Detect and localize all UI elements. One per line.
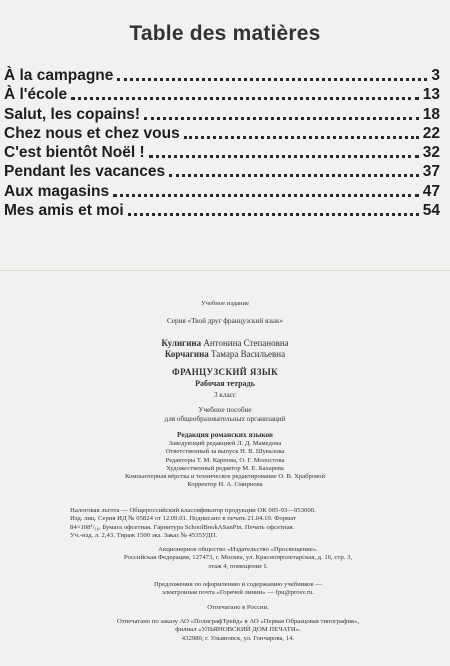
printer-line: филиал «УЛЬЯНОВСКИЙ ДОМ ПЕЧАТИ». xyxy=(175,626,301,634)
feedback-info xyxy=(70,581,406,598)
toc-leader-dots xyxy=(149,154,419,158)
grade: 3 класс xyxy=(213,391,237,399)
publisher-info xyxy=(70,546,406,571)
toc-entry xyxy=(4,162,440,181)
printed-in: Отпечатано в России. xyxy=(207,604,269,611)
printer-line: 432980, г. Ульяновск, ул. Гончарова, 14. xyxy=(181,634,295,642)
toc-entry-page: 3 xyxy=(431,67,440,84)
toc-entry xyxy=(4,66,440,85)
author-2-surname: Корчагина xyxy=(164,349,209,359)
publisher-line: Акционерное общество «Издательство «Просвещение». xyxy=(158,546,318,553)
toc-entry-page: 47 xyxy=(422,182,440,200)
toc-entry-page: 54 xyxy=(422,202,440,220)
toc-entry-label: Mes amis et moi xyxy=(4,202,124,220)
publisher-line: Российская Федерация, 127473, г. Москва, ул. Краснопролетарская, д. 16, стр. 3, xyxy=(123,554,353,562)
feedback-line: Предложения по оформлению и содержанию учебников — xyxy=(153,581,323,588)
author-1-name: Антонина Степановна xyxy=(203,338,289,348)
author-2 xyxy=(0,349,450,360)
section-divider xyxy=(0,270,450,271)
publisher-line: этаж 4, помещение I. xyxy=(208,562,268,570)
toc-leader-dots xyxy=(113,193,419,197)
toc-leader-dots xyxy=(117,77,427,81)
printer-info xyxy=(70,618,406,643)
technical-line: Налоговая льгота — Общероссийский классификатор продукции ОК 005-93—953000. xyxy=(70,507,316,514)
editorial-office: Редакция романских языков xyxy=(177,430,273,439)
page-title: Table des matières xyxy=(129,22,321,45)
author-1-surname: Кулигина xyxy=(161,338,202,348)
printer-line: Отпечатано по заказу АО «ПолиграфТрейд» в АО «Первая Образцовая типография», xyxy=(116,618,360,625)
purpose-line-2: для общеобразовательных организаций xyxy=(164,415,286,423)
technical-line: 84×108¹/₁₆. Бумага офсетная. Гарнитура SchoolBookASanPin. Печать офсетная. xyxy=(70,523,295,531)
technical-line: Уч.-изд. л. 2,43. Тираж 1500 экз. Заказ № 4535УДП. xyxy=(70,532,218,540)
author-1 xyxy=(0,338,450,349)
staff-line: Заведующий редакцией Л. Д. Мамедова xyxy=(168,440,282,447)
technical-line: Изд. лиц. Серия ИД № 05824 от 12.09.01. Подписано в печать 21.04.19. Формат xyxy=(70,515,296,523)
toc-entry xyxy=(4,105,440,124)
series-line: Серия «Твой друг французский язык» xyxy=(166,317,284,325)
toc-entry xyxy=(4,201,440,220)
toc-entry-page: 22 xyxy=(422,124,440,142)
toc-entry-label: Pendant les vacances xyxy=(4,163,166,181)
toc-entry xyxy=(4,182,440,201)
purpose-line-1: Учебное пособие xyxy=(198,406,252,414)
technical-info xyxy=(70,507,406,541)
toc-entry xyxy=(4,143,440,162)
staff-line: Художественный редактор М. Е. Бахарева xyxy=(166,464,284,472)
toc-entry-page: 32 xyxy=(422,144,440,162)
toc-entry-label: C'est bientôt Noël ! xyxy=(4,144,145,162)
toc-entry-label: Salut, les copains! xyxy=(4,105,141,123)
staff-line: Компьютерная вёрстка и техническое редактирование О. В. Храбровой xyxy=(125,473,325,481)
toc-entry-page: 37 xyxy=(422,163,440,181)
toc-leader-dots xyxy=(144,116,419,120)
edition-type: Учебное издание xyxy=(200,300,250,307)
toc-entry-label: Chez nous et chez vous xyxy=(4,124,180,142)
toc-entry xyxy=(4,124,440,143)
staff-list xyxy=(0,440,450,490)
toc-entry-label: Aux magasins xyxy=(4,182,110,200)
table-of-contents xyxy=(4,66,440,220)
feedback-line: электронная почта «Горячей линии» — fpu@prosv.ru. xyxy=(162,589,314,597)
staff-line: Редакторы Т. М. Карпова, О. Г. Молостова xyxy=(165,456,285,464)
toc-entry-label: À l'école xyxy=(4,86,68,104)
toc-leader-dots xyxy=(169,173,419,177)
author-2-name: Тамара Васильевна xyxy=(211,349,286,359)
toc-leader-dots xyxy=(71,96,419,100)
staff-line: Корректор Н. А. Смирнова xyxy=(187,481,263,489)
toc-leader-dots xyxy=(128,212,419,216)
toc-leader-dots xyxy=(184,135,419,139)
staff-line: Ответственный за выпуск Н. В. Шувалова xyxy=(165,448,285,456)
toc-entry-page: 18 xyxy=(422,105,440,123)
toc-entry xyxy=(4,85,440,104)
book-title: ФРАНЦУЗСКИЙ ЯЗЫК xyxy=(171,367,279,377)
toc-entry-label: À la campagne xyxy=(4,67,114,84)
book-subtitle: Рабочая тетрадь xyxy=(195,379,255,388)
toc-entry-page: 13 xyxy=(422,86,440,104)
